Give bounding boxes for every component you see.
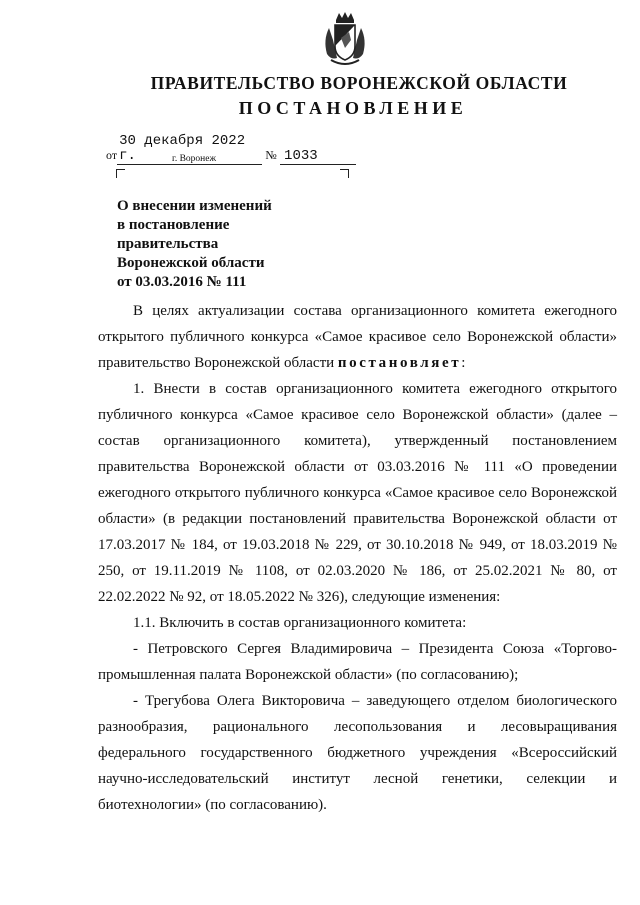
document-subject: [117, 197, 272, 292]
resolves-word: постановляет: [337, 355, 462, 371]
list-item-petrovsky: - Петровского Сергея Владимировича – Президента Союза «Торгово-промышленная палата Воронежской области» (по согласованию);: [98, 641, 617, 683]
intro-text: В целях актуализации состава организационного комитета ежегодного открытого публичного конкурса «Самое красивое село Воронежской области» правительство Воронежской области: [98, 303, 617, 371]
document-type: ПОСТАНОВЛЕНИЕ: [238, 98, 468, 118]
city-label: г. Воронеж: [172, 154, 217, 164]
right-corner-mark: [340, 169, 349, 178]
coat-of-arms-icon: [319, 10, 371, 68]
intro-end: :: [461, 355, 466, 371]
subject-line: правительства: [117, 236, 219, 252]
number-sign: №: [265, 148, 277, 162]
date-prefix: от: [106, 148, 118, 162]
intro-paragraph: [98, 298, 617, 376]
document-date: 30 декабря 2022 г.: [117, 134, 262, 165]
subject-line: в постановление: [117, 217, 230, 233]
subject-line: от 03.03.2016 № 111: [117, 274, 247, 290]
subject-line: Воронежской области: [117, 255, 265, 271]
date-number-line: [106, 134, 356, 165]
paragraph-1-1: 1.1. Включить в состав организационного комитета:: [133, 615, 467, 631]
document-number: 1033: [280, 149, 356, 165]
document-body: [98, 298, 617, 818]
left-corner-mark: [116, 169, 125, 178]
paragraph-1: 1. Внести в состав организационного комитета ежегодного открытого публичного конкурса «Самое красивое село Воронежской области» (далее – состав организационного комитета), утвержденный постановлением правительства Воронежской области от 03.03.2016 № 111 «О проведении ежегодного открытого публичного конкурса «Самое красивое село Воронежской области» (в редакции постановлений правительства Воронежской области от 17.03.2017 № 184, от 19.03.2018 № 229, от 30.10.2018 № 949, от 18.03.2019 № 250, от 19.11.2019 № 1108, от 02.03.2020 № 186, от 25.02.2021 № 80, от 22.02.2022 № 92, от 18.05.2022 № 326), следующие изменения:: [98, 381, 617, 605]
organization-name: ПРАВИТЕЛЬСТВО ВОРОНЕЖСКОЙ ОБЛАСТИ: [150, 73, 568, 93]
list-item-tregubov: - Трегубова Олега Викторовича – заведующего отделом биологического разнообразия, рационального лесопользования и лесовыращивания федерального государственного бюджетного учреждения «Всероссийский научно-исследовательский институт лесной генетики, селекции и биотехнологии» (по согласованию).: [98, 693, 617, 813]
subject-line: О внесении изменений: [117, 198, 272, 214]
